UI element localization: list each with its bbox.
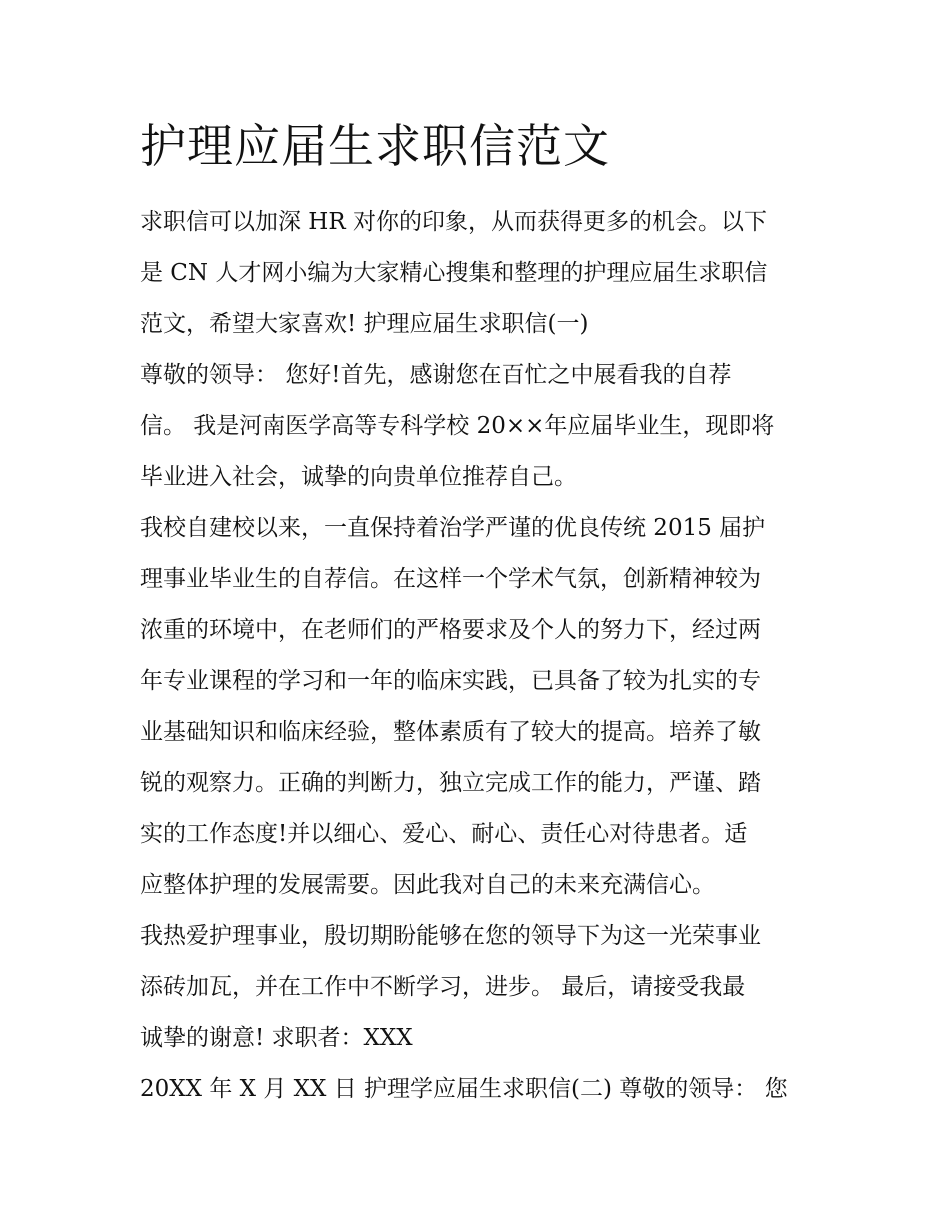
body-line: 是 CN 人才网小编为大家精心搜集和整理的护理应届生求职信 — [140, 260, 768, 286]
body-line: 理事业毕业生的自荐信。在这样一个学术气氛，创新精神较为 — [140, 566, 761, 592]
body-line: 业基础知识和临床经验，整体素质有了较大的提高。培养了敏 — [140, 719, 761, 745]
body-line: 20XX 年 X 月 XX 日 护理学应届生求职信(二) 尊敬的领导： 您 — [140, 1076, 788, 1102]
body-line: 求职信可以加深 HR 对你的印象，从而获得更多的机会。以下 — [140, 209, 767, 235]
body-line: 浓重的环境中，在老师们的严格要求及个人的努力下，经过两 — [140, 617, 761, 643]
body-line: 毕业进入社会，诚挚的向贵单位推荐自己。 — [140, 464, 577, 490]
body-line: 我校自建校以来，一直保持着治学严谨的优良传统 2015 届护 — [140, 515, 766, 541]
body-line: 添砖加瓦，并在工作中不断学习，进步。 最后，请接受我最 — [140, 974, 746, 1000]
body-line: 年专业课程的学习和一年的临床实践，已具备了较为扎实的专 — [140, 668, 761, 694]
body-line: 信。 我是河南医学高等专科学校 20××年应届毕业生，现即将 — [140, 413, 775, 439]
body-line: 锐的观察力。正确的判断力，独立完成工作的能力，严谨、踏 — [140, 770, 761, 796]
body-line: 实的工作态度!并以细心、爱心、耐心、责任心对待患者。适 — [140, 821, 748, 847]
body-line: 诚挚的谢意! 求职者：XXX — [140, 1025, 413, 1051]
body-line: 应整体护理的发展需要。因此我对自己的未来充满信心。 — [140, 872, 715, 898]
body-line: 范文，希望大家喜欢! 护理应届生求职信(一) — [140, 311, 589, 337]
body-line: 尊敬的领导： 您好!首先，感谢您在百忙之中展看我的自荐 — [140, 362, 732, 388]
document-title: 护理应届生求职信范文 — [140, 119, 610, 173]
body-line: 我热爱护理事业，殷切期盼能够在您的领导下为这一光荣事业 — [140, 923, 761, 949]
